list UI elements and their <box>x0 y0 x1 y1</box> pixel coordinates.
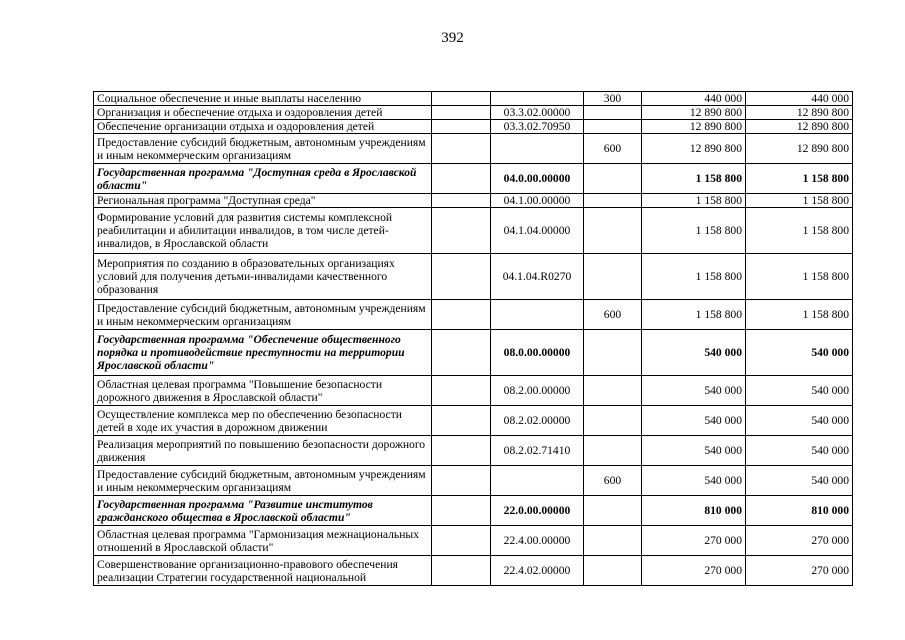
row-name-cell: Совершенствование организационно-правового обеспечения реализации Стратегии государственной национальной <box>94 556 432 586</box>
row-name-cell: Региональная программа "Доступная среда" <box>94 194 432 208</box>
row-spacer-cell <box>432 106 491 120</box>
row-amount-2-cell: 1 158 800 <box>746 254 853 300</box>
table-row <box>94 466 853 496</box>
row-amount-1-cell: 12 890 800 <box>642 106 746 120</box>
row-amount-1-cell: 540 000 <box>642 436 746 466</box>
row-name-cell: Осуществление комплекса мер по обеспечению безопасности детей в ходе их участия в дорожном движении <box>94 406 432 436</box>
row-name-cell: Областная целевая программа "Гармонизация межнациональных отношений в Ярославской области" <box>94 526 432 556</box>
table-row <box>94 254 853 300</box>
row-name-cell: Формирование условий для развития системы комплексной реабилитации и абилитации инвалидов, в том числе детей-инвалидов, в Ярославской области <box>94 208 432 254</box>
row-amount-2-cell: 1 158 800 <box>746 164 853 194</box>
row-code-cell: 03.3.02.70950 <box>491 120 584 134</box>
table-row <box>94 120 853 134</box>
row-amount-2-cell: 440 000 <box>746 92 853 106</box>
table-row <box>94 406 853 436</box>
row-expense-type-cell <box>584 556 642 586</box>
row-expense-type-cell <box>584 120 642 134</box>
row-name-cell: Государственная программа "Развитие институтов гражданского общества в Ярославской области" <box>94 496 432 526</box>
row-name-cell: Государственная программа "Доступная среда в Ярославской области" <box>94 164 432 194</box>
table-row <box>94 208 853 254</box>
row-code-cell: 22.4.02.00000 <box>491 556 584 586</box>
row-amount-2-cell: 540 000 <box>746 436 853 466</box>
row-spacer-cell <box>432 376 491 406</box>
table-row <box>94 496 853 526</box>
row-spacer-cell <box>432 556 491 586</box>
table-row <box>94 194 853 208</box>
row-code-cell: 04.0.00.00000 <box>491 164 584 194</box>
row-amount-1-cell: 1 158 800 <box>642 164 746 194</box>
row-code-cell <box>491 300 584 330</box>
row-amount-1-cell: 440 000 <box>642 92 746 106</box>
row-expense-type-cell <box>584 254 642 300</box>
row-amount-1-cell: 12 890 800 <box>642 134 746 164</box>
row-spacer-cell <box>432 92 491 106</box>
row-name-cell: Организация и обеспечение отдыха и оздоровления детей <box>94 106 432 120</box>
row-expense-type-cell: 600 <box>584 300 642 330</box>
row-expense-type-cell <box>584 436 642 466</box>
row-name-cell: Социальное обеспечение и иные выплаты населению <box>94 92 432 106</box>
row-amount-1-cell: 540 000 <box>642 330 746 376</box>
table-row <box>94 526 853 556</box>
row-spacer-cell <box>432 254 491 300</box>
row-spacer-cell <box>432 120 491 134</box>
row-spacer-cell <box>432 164 491 194</box>
table-row <box>94 164 853 194</box>
row-name-cell: Предоставление субсидий бюджетным, автономным учреждениям и иным некоммерческим организациям <box>94 300 432 330</box>
row-code-cell: 04.1.00.00000 <box>491 194 584 208</box>
row-amount-2-cell: 270 000 <box>746 526 853 556</box>
row-amount-2-cell: 1 158 800 <box>746 300 853 330</box>
row-amount-2-cell: 540 000 <box>746 376 853 406</box>
row-name-cell: Мероприятия по созданию в образовательных организациях условий для получения детьми-инвалидами качественного образования <box>94 254 432 300</box>
row-expense-type-cell <box>584 496 642 526</box>
table-row <box>94 436 853 466</box>
row-name-cell: Предоставление субсидий бюджетным, автономным учреждениям и иным некоммерческим организациям <box>94 466 432 496</box>
row-expense-type-cell <box>584 376 642 406</box>
row-code-cell: 04.1.04.R0270 <box>491 254 584 300</box>
row-spacer-cell <box>432 194 491 208</box>
row-code-cell: 08.2.02.71410 <box>491 436 584 466</box>
row-amount-2-cell: 12 890 800 <box>746 106 853 120</box>
row-name-cell: Областная целевая программа "Повышение безопасности дорожного движения в Ярославской области" <box>94 376 432 406</box>
row-spacer-cell <box>432 526 491 556</box>
budget-table-body <box>94 92 853 586</box>
row-amount-2-cell: 1 158 800 <box>746 208 853 254</box>
row-spacer-cell <box>432 496 491 526</box>
row-amount-1-cell: 540 000 <box>642 376 746 406</box>
row-name-cell: Реализация мероприятий по повышению безопасности дорожного движения <box>94 436 432 466</box>
row-spacer-cell <box>432 208 491 254</box>
row-code-cell: 22.0.00.00000 <box>491 496 584 526</box>
row-expense-type-cell: 600 <box>584 466 642 496</box>
row-expense-type-cell: 600 <box>584 134 642 164</box>
table-row <box>94 134 853 164</box>
row-expense-type-cell <box>584 330 642 376</box>
row-amount-1-cell: 1 158 800 <box>642 300 746 330</box>
row-spacer-cell <box>432 436 491 466</box>
row-code-cell <box>491 92 584 106</box>
row-amount-2-cell: 12 890 800 <box>746 120 853 134</box>
row-expense-type-cell <box>584 406 642 436</box>
row-amount-1-cell: 270 000 <box>642 556 746 586</box>
row-amount-2-cell: 540 000 <box>746 330 853 376</box>
row-amount-2-cell: 810 000 <box>746 496 853 526</box>
row-spacer-cell <box>432 466 491 496</box>
row-spacer-cell <box>432 300 491 330</box>
table-row <box>94 300 853 330</box>
row-amount-2-cell: 540 000 <box>746 466 853 496</box>
table-row <box>94 106 853 120</box>
row-amount-1-cell: 810 000 <box>642 496 746 526</box>
row-amount-2-cell: 1 158 800 <box>746 194 853 208</box>
table-row <box>94 556 853 586</box>
row-expense-type-cell <box>584 106 642 120</box>
row-expense-type-cell <box>584 194 642 208</box>
row-amount-1-cell: 12 890 800 <box>642 120 746 134</box>
row-spacer-cell <box>432 330 491 376</box>
row-name-cell: Обеспечение организации отдыха и оздоровления детей <box>94 120 432 134</box>
row-code-cell: 22.4.00.00000 <box>491 526 584 556</box>
table-row <box>94 376 853 406</box>
row-spacer-cell <box>432 134 491 164</box>
row-code-cell <box>491 466 584 496</box>
row-expense-type-cell <box>584 208 642 254</box>
row-name-cell: Предоставление субсидий бюджетным, автономным учреждениям и иным некоммерческим организациям <box>94 134 432 164</box>
page-number: 392 <box>441 30 464 46</box>
budget-table <box>93 91 853 586</box>
row-amount-1-cell: 540 000 <box>642 406 746 436</box>
row-expense-type-cell <box>584 526 642 556</box>
table-row <box>94 92 853 106</box>
row-code-cell: 08.2.00.00000 <box>491 376 584 406</box>
row-amount-2-cell: 270 000 <box>746 556 853 586</box>
row-code-cell: 08.2.02.00000 <box>491 406 584 436</box>
row-code-cell: 08.0.00.00000 <box>491 330 584 376</box>
row-expense-type-cell: 300 <box>584 92 642 106</box>
row-name-cell: Государственная программа "Обеспечение общественного порядка и противодействие преступности на территории Ярославской области" <box>94 330 432 376</box>
row-code-cell: 03.3.02.00000 <box>491 106 584 120</box>
row-amount-1-cell: 540 000 <box>642 466 746 496</box>
row-amount-2-cell: 540 000 <box>746 406 853 436</box>
table-row <box>94 330 853 376</box>
row-code-cell <box>491 134 584 164</box>
row-expense-type-cell <box>584 164 642 194</box>
row-amount-1-cell: 1 158 800 <box>642 254 746 300</box>
row-amount-1-cell: 270 000 <box>642 526 746 556</box>
row-amount-1-cell: 1 158 800 <box>642 194 746 208</box>
row-amount-1-cell: 1 158 800 <box>642 208 746 254</box>
row-spacer-cell <box>432 406 491 436</box>
row-amount-2-cell: 12 890 800 <box>746 134 853 164</box>
row-code-cell: 04.1.04.00000 <box>491 208 584 254</box>
